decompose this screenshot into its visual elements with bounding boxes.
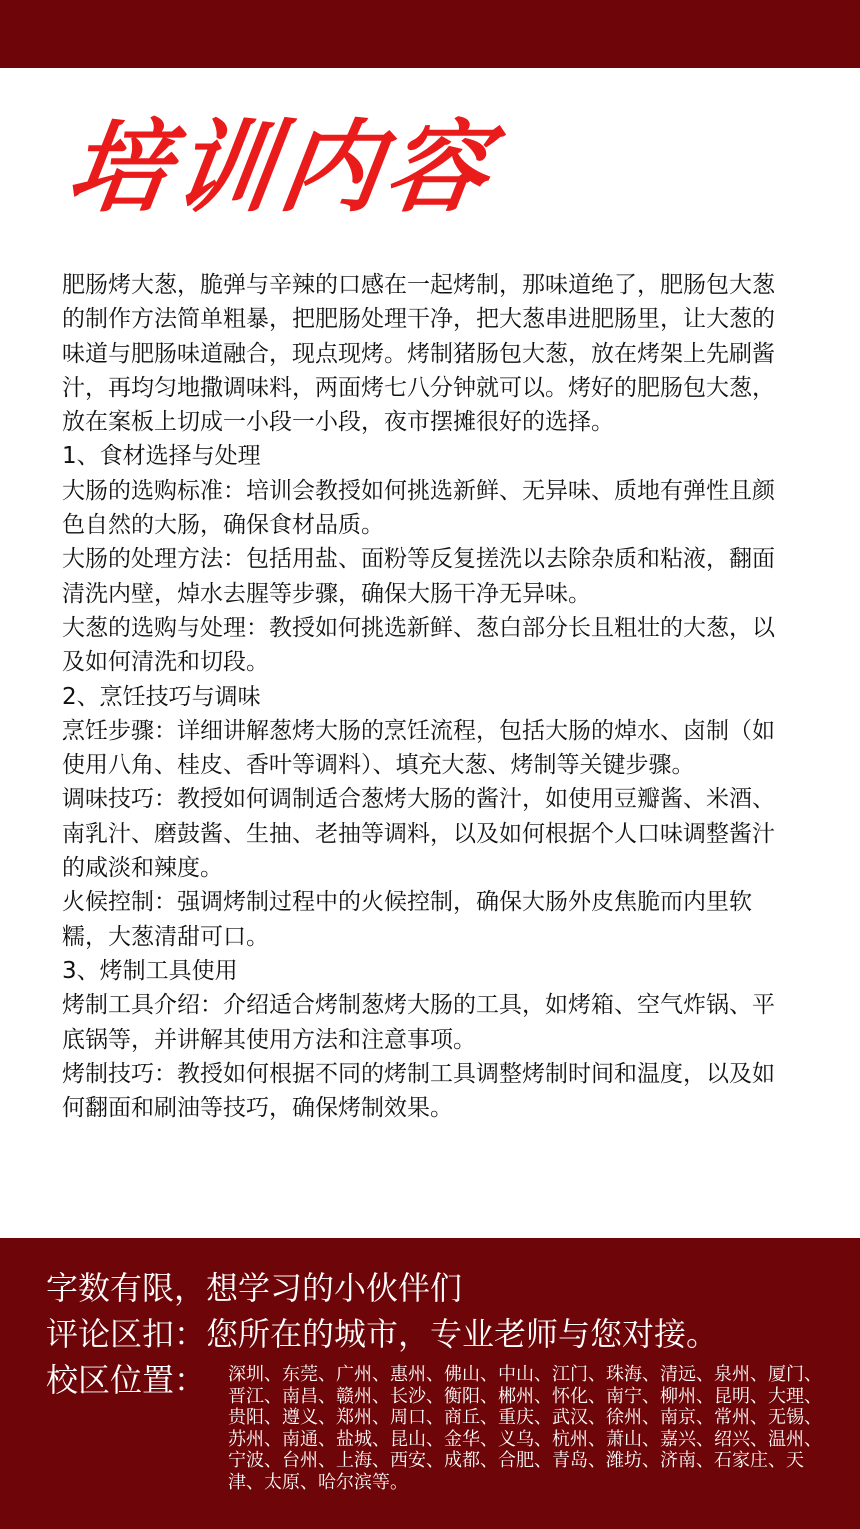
section-1-paragraph-1: 大肠的选购标准：培训会教授如何挑选新鲜、无异味、质地有弹性且颜色自然的大肠，确保食材品质。 [62, 477, 775, 539]
section-1-paragraph-2: 大肠的处理方法：包括用盐、面粉等反复搓洗以去除杂质和粘液，翻面清洗内壁，焯水去腥等步骤，确保大肠干净无异味。 [62, 546, 775, 607]
section-heading-2: 2、烹饪技巧与调味 [62, 683, 261, 710]
section-3-paragraph-2: 烤制技巧：教授如何根据不同的烤制工具调整烤制时间和温度，以及如何翻面和刷油等技巧，确保烤制效果。 [62, 1060, 775, 1122]
footer-band [0, 1238, 860, 1529]
section-2-paragraph-3: 火候控制：强调烤制过程中的火候控制，确保大肠外皮焦脆而内里软糯，大葱清甜可口。 [62, 889, 752, 950]
section-3-paragraph-1: 烤制工具介绍：介绍适合烤制葱烤大肠的工具，如烤箱、空气炸锅、平底锅等，并讲解其使用方法和注意事项。 [62, 992, 775, 1053]
cta-line-1: 字数有限，想学习的小伙伴们 [46, 1269, 463, 1307]
section-heading-3: 3、烤制工具使用 [62, 957, 238, 984]
intro-paragraph: 肥肠烤大葱，脆弹与辛辣的口感在一起烤制，那味道绝了，肥肠包大葱的制作方法简单粗暴，把肥肠处理干净，把大葱串进肥肠里，让大葱的味道与肥肠味道融合，现点现烤。烤制猪肠包大葱，放在烤架上先刷酱汁，再均匀地撒调味料，两面烤七八分钟就可以。烤好的肥肠包大葱，放在案板上切成一小段一小段，夜市摆摊很好的选择。 [62, 272, 775, 436]
article-body [62, 268, 797, 1125]
section-heading-1: 1、食材选择与处理 [62, 443, 261, 470]
section-2-paragraph-2: 调味技巧：教授如何调制适合葱烤大肠的酱汁，如使用豆瓣酱、米酒、南乳汁、磨鼓酱、生抽、老抽等调料，以及如何根据个人口味调整酱汁的咸淡和辣度。 [62, 786, 775, 882]
campus-label: 校区位置： [46, 1361, 207, 1399]
section-1-paragraph-3: 大葱的选购与处理：教授如何挑选新鲜、葱白部分长且粗壮的大葱，以及如何清洗和切段。 [62, 614, 775, 676]
top-band [0, 0, 860, 68]
section-2-paragraph-1: 烹饪步骤：详细讲解葱烤大肠的烹饪流程，包括大肠的焯水、卤制（如使用八角、桂皮、香叶等调料）、填充大葱、烤制等关键步骤。 [62, 717, 775, 779]
page-title: 培训内容 [60, 109, 502, 226]
cta-line-2: 评论区扣：您所在的城市，专业老师与您对接。 [46, 1315, 719, 1353]
campus-city-list: 深圳、东莞、广州、惠州、佛山、中山、江门、珠海、清远、泉州、厦门、晋江、南昌、赣州、长沙、衡阳、郴州、怀化、南宁、柳州、昆明、大理、贵阳、遵义、郑州、周口、商丘、重庆、武汉、徐州、南京、常州、无锡、苏州、南通、盐城、昆山、金华、义乌、杭州、萧山、嘉兴、绍兴、温州、宁波、台州、上海、西安、成都、合肥、青岛、潍坊、济南、石家庄、天津、太原、哈尔滨等。 [228, 1364, 822, 1493]
